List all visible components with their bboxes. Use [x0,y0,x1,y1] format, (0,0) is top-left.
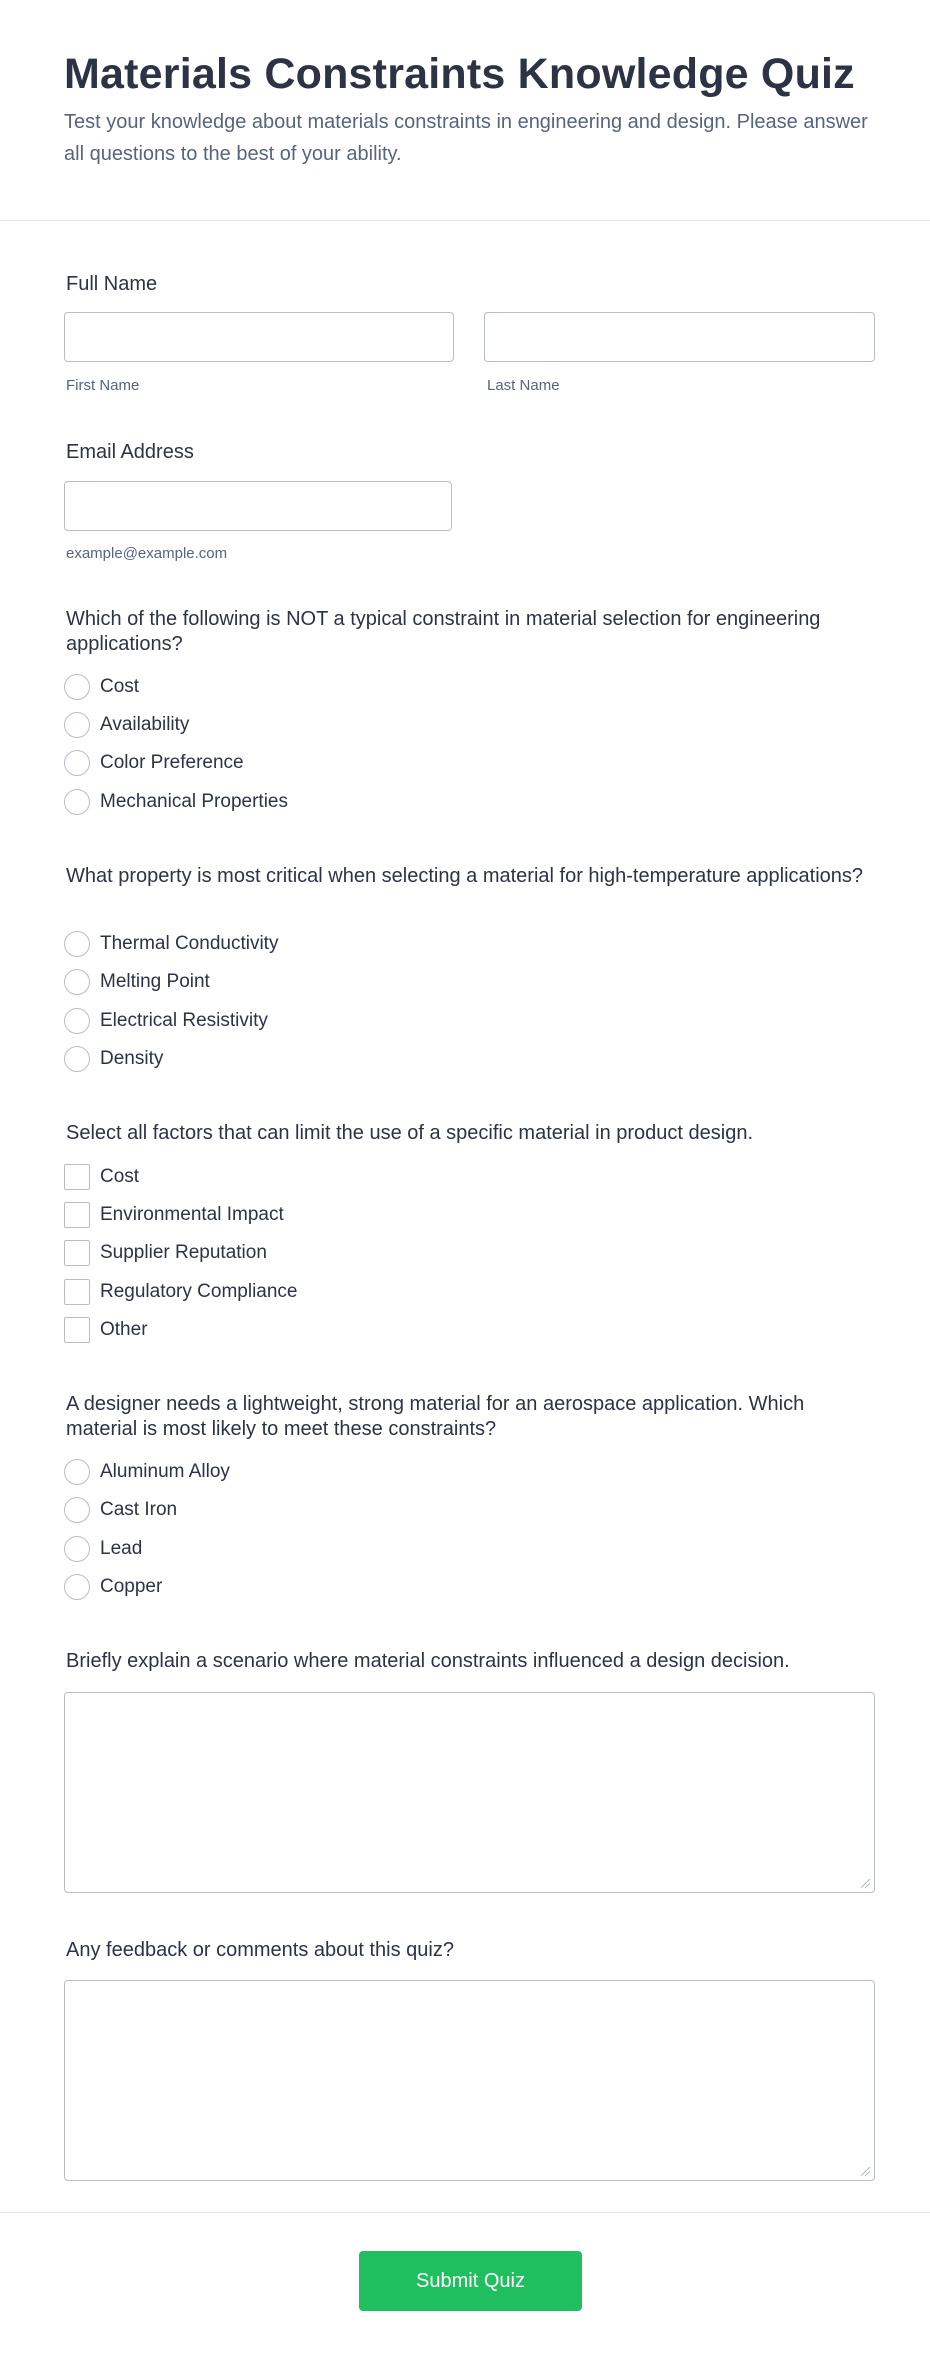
checkbox[interactable] [64,1240,90,1266]
q1-option-availability[interactable] [64,712,189,738]
radio-button[interactable] [64,712,90,738]
option-label: Melting Point [100,971,210,992]
option-label: Regulatory Compliance [100,1281,298,1302]
q2-option-density[interactable] [64,1046,163,1072]
radio-button[interactable] [64,1046,90,1072]
resize-handle-icon[interactable] [861,2167,870,2176]
option-label: Copper [100,1576,163,1597]
q1-option-mechanical-properties[interactable] [64,789,288,815]
first-name-input[interactable] [64,312,454,362]
q4-option-cast-iron[interactable] [64,1497,177,1523]
checkbox[interactable] [64,1202,90,1228]
question-3-label: Select all factors that can limit the use of a specific material in product design. [66,1122,754,1144]
checkbox[interactable] [64,1164,90,1190]
form-title: Materials Constraints Knowledge Quiz [64,50,855,98]
option-label: Cast Iron [100,1499,178,1520]
submit-button[interactable]: Submit Quiz [359,2251,582,2311]
form-subtitle: Test your knowledge about materials constraints in engineering and design. Please answer all questions to the best of your ability. [64,111,868,165]
question-5-label: Briefly explain a scenario where material constraints influenced a design decision. [66,1650,790,1672]
option-label: Mechanical Properties [100,791,288,812]
option-label: Color Preference [100,752,244,773]
q4-option-copper[interactable] [64,1574,162,1600]
q3-option-cost[interactable] [64,1164,139,1190]
email-label: Email Address [66,441,194,463]
q3-option-regulatory-compliance[interactable] [64,1279,298,1305]
question-1-label: Which of the following is NOT a typical constraint in material selection for engineering applications? [66,608,821,655]
last-name-sublabel: Last Name [487,377,560,394]
radio-button[interactable] [64,1497,90,1523]
scenario-textarea[interactable] [64,1692,875,1893]
option-label: Density [100,1048,164,1069]
q4-option-lead[interactable] [64,1536,142,1562]
radio-button[interactable] [64,1459,90,1485]
option-label: Environmental Impact [100,1204,284,1225]
question-2-label: What property is most critical when selecting a material for high-temperature applications? [66,865,864,887]
form-header [0,0,930,221]
radio-button[interactable] [64,1574,90,1600]
option-label: Electrical Resistivity [100,1010,268,1031]
q3-option-environmental-impact[interactable] [64,1202,284,1228]
first-name-sublabel: First Name [66,377,140,394]
option-label: Availability [100,714,190,735]
email-input[interactable] [64,481,452,531]
resize-handle-icon[interactable] [861,1879,870,1888]
option-label: Supplier Reputation [100,1242,267,1263]
radio-button[interactable] [64,789,90,815]
q1-option-cost[interactable] [64,674,139,700]
option-label: Cost [100,1166,140,1187]
email-sublabel: example@example.com [66,545,228,562]
q2-option-electrical-resistivity[interactable] [64,1008,268,1034]
q3-option-supplier-reputation[interactable] [64,1240,267,1266]
option-label: Lead [100,1538,143,1559]
option-label: Cost [100,676,140,697]
radio-button[interactable] [64,969,90,995]
radio-button[interactable] [64,931,90,957]
question-6-label: Any feedback or comments about this quiz? [66,1939,454,1961]
q3-option-other[interactable] [64,1317,148,1343]
radio-button[interactable] [64,1536,90,1562]
feedback-textarea[interactable] [64,1980,875,2181]
q2-option-melting-point[interactable] [64,969,210,995]
checkbox[interactable] [64,1279,90,1305]
radio-button[interactable] [64,674,90,700]
form-footer [0,2212,930,2358]
q4-option-aluminum-alloy[interactable] [64,1459,230,1485]
question-4-label: A designer needs a lightweight, strong material for an aerospace application. Which material is most likely to meet these constraints? [66,1393,805,1440]
radio-button[interactable] [64,1008,90,1034]
option-label: Aluminum Alloy [100,1461,230,1482]
q1-option-color-preference[interactable] [64,750,244,776]
checkbox[interactable] [64,1317,90,1343]
q2-option-thermal-conductivity[interactable] [64,931,278,957]
option-label: Other [100,1319,148,1340]
radio-button[interactable] [64,750,90,776]
full-name-label: Full Name [66,273,158,295]
last-name-input[interactable] [484,312,875,362]
option-label: Thermal Conductivity [100,933,279,954]
